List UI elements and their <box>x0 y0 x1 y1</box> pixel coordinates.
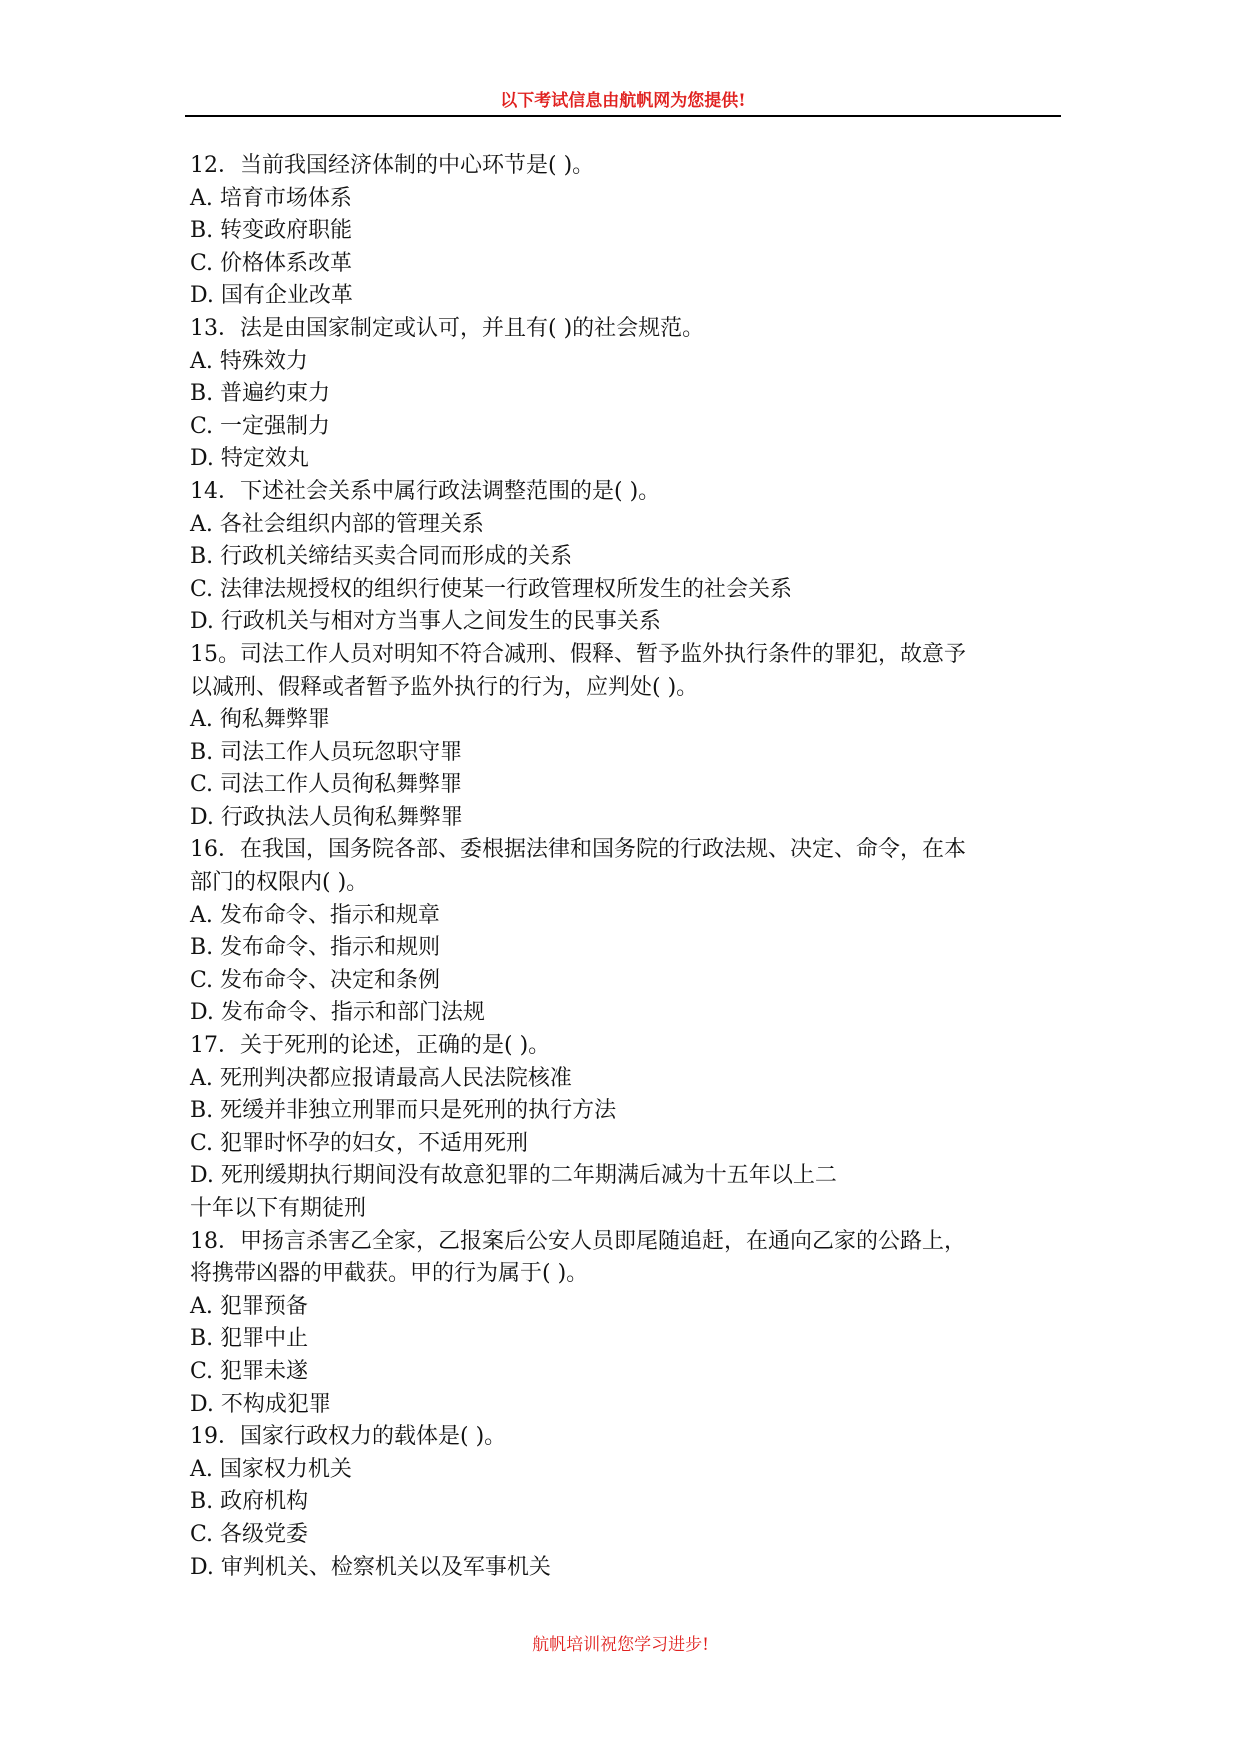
question-15-cont: 以减刑、假释或者暂予监外执行的行为，应判处( )。 <box>190 674 699 700</box>
option-line: A. 特殊效力 <box>190 348 308 374</box>
option-line: A. 死刑判决都应报请最高人民法院核准 <box>190 1065 572 1091</box>
option-line: C. 犯罪未遂 <box>190 1358 309 1384</box>
question-15: 15。司法工作人员对明知不符合减刑、假释、暂予监外执行条件的罪犯，故意予 <box>190 641 966 667</box>
option-line: B. 犯罪中止 <box>190 1326 309 1352</box>
question-19: 19．国家行政权力的载体是( )。 <box>190 1424 507 1450</box>
option-line: A. 徇私舞弊罪 <box>190 707 330 733</box>
option-line: B. 发布命令、指示和规则 <box>190 935 441 961</box>
question-16-cont: 部门的权限内( )。 <box>190 870 369 896</box>
question-12: 12．当前我国经济体制的中心环节是( )。 <box>190 153 595 178</box>
option-line: A. 国家权力机关 <box>190 1456 352 1482</box>
option-line: D. 不构成犯罪 <box>190 1391 331 1417</box>
question-16: 16．在我国，国务院各部、委根据法律和国务院的行政法规、决定、命令，在本 <box>190 837 966 863</box>
option-line: A. 培育市场体系 <box>190 185 352 211</box>
option-line: C. 法律法规授权的组织行使某一行政管理权所发生的社会关系 <box>190 576 793 602</box>
header-divider <box>185 115 1061 117</box>
option-line: D. 审判机关、检察机关以及军事机关 <box>190 1554 551 1580</box>
option-line: C. 司法工作人员徇私舞弊罪 <box>190 772 463 798</box>
option-line: D. 死刑缓期执行期间没有故意犯罪的二年期满后减为十五年以上二 <box>190 1163 837 1189</box>
option-line: D. 发布命令、指示和部门法规 <box>190 1000 485 1026</box>
option-line: B. 行政机关缔结买卖合同而形成的关系 <box>190 544 573 570</box>
option-line: D. 国有企业改革 <box>190 283 353 309</box>
question-13: 13．法是由国家制定或认可，并且有( )的社会规范。 <box>190 315 705 341</box>
option-line: A. 各社会组织内部的管理关系 <box>190 511 484 537</box>
question-14: 14．下述社会关系中属行政法调整范围的是( )。 <box>190 478 661 504</box>
option-line: B. 司法工作人员玩忽职守罪 <box>190 739 463 765</box>
option-line: C. 价格体系改革 <box>190 250 353 276</box>
option-line: C. 发布命令、决定和条例 <box>190 967 441 993</box>
option-line: B. 普遍约束力 <box>190 381 331 407</box>
question-17: 17．关于死刑的论述，正确的是( )。 <box>190 1033 551 1059</box>
question-list <box>190 150 1060 1584</box>
question-18: 18．甲扬言杀害乙全家，乙报案后公安人员即尾随追赶，在通向乙家的公路上， <box>190 1228 966 1254</box>
option-line-cont: 十年以下有期徒刑 <box>190 1196 367 1221</box>
page-footer: 航帆培训祝您学习进步! <box>532 1635 709 1655</box>
option-line: A. 犯罪预备 <box>190 1293 308 1319</box>
option-line: D. 行政执法人员徇私舞弊罪 <box>190 804 463 830</box>
option-line: C. 犯罪时怀孕的妇女，不适用死刑 <box>190 1130 529 1156</box>
option-line: B. 转变政府职能 <box>190 218 353 244</box>
page-header: 以下考试信息由航帆网为您提供! <box>500 91 746 111</box>
option-line: D. 特定效丸 <box>190 446 309 472</box>
option-line: B. 政府机构 <box>190 1489 309 1515</box>
option-line: A. 发布命令、指示和规章 <box>190 902 440 928</box>
option-line: C. 一定强制力 <box>190 413 331 439</box>
option-line: D. 行政机关与相对方当事人之间发生的民事关系 <box>190 609 661 635</box>
option-line: B. 死缓并非独立刑罪而只是死刑的执行方法 <box>190 1098 617 1124</box>
option-line: C. 各级党委 <box>190 1521 309 1547</box>
question-18-cont: 将携带凶器的甲截获。甲的行为属于( )。 <box>190 1261 589 1287</box>
